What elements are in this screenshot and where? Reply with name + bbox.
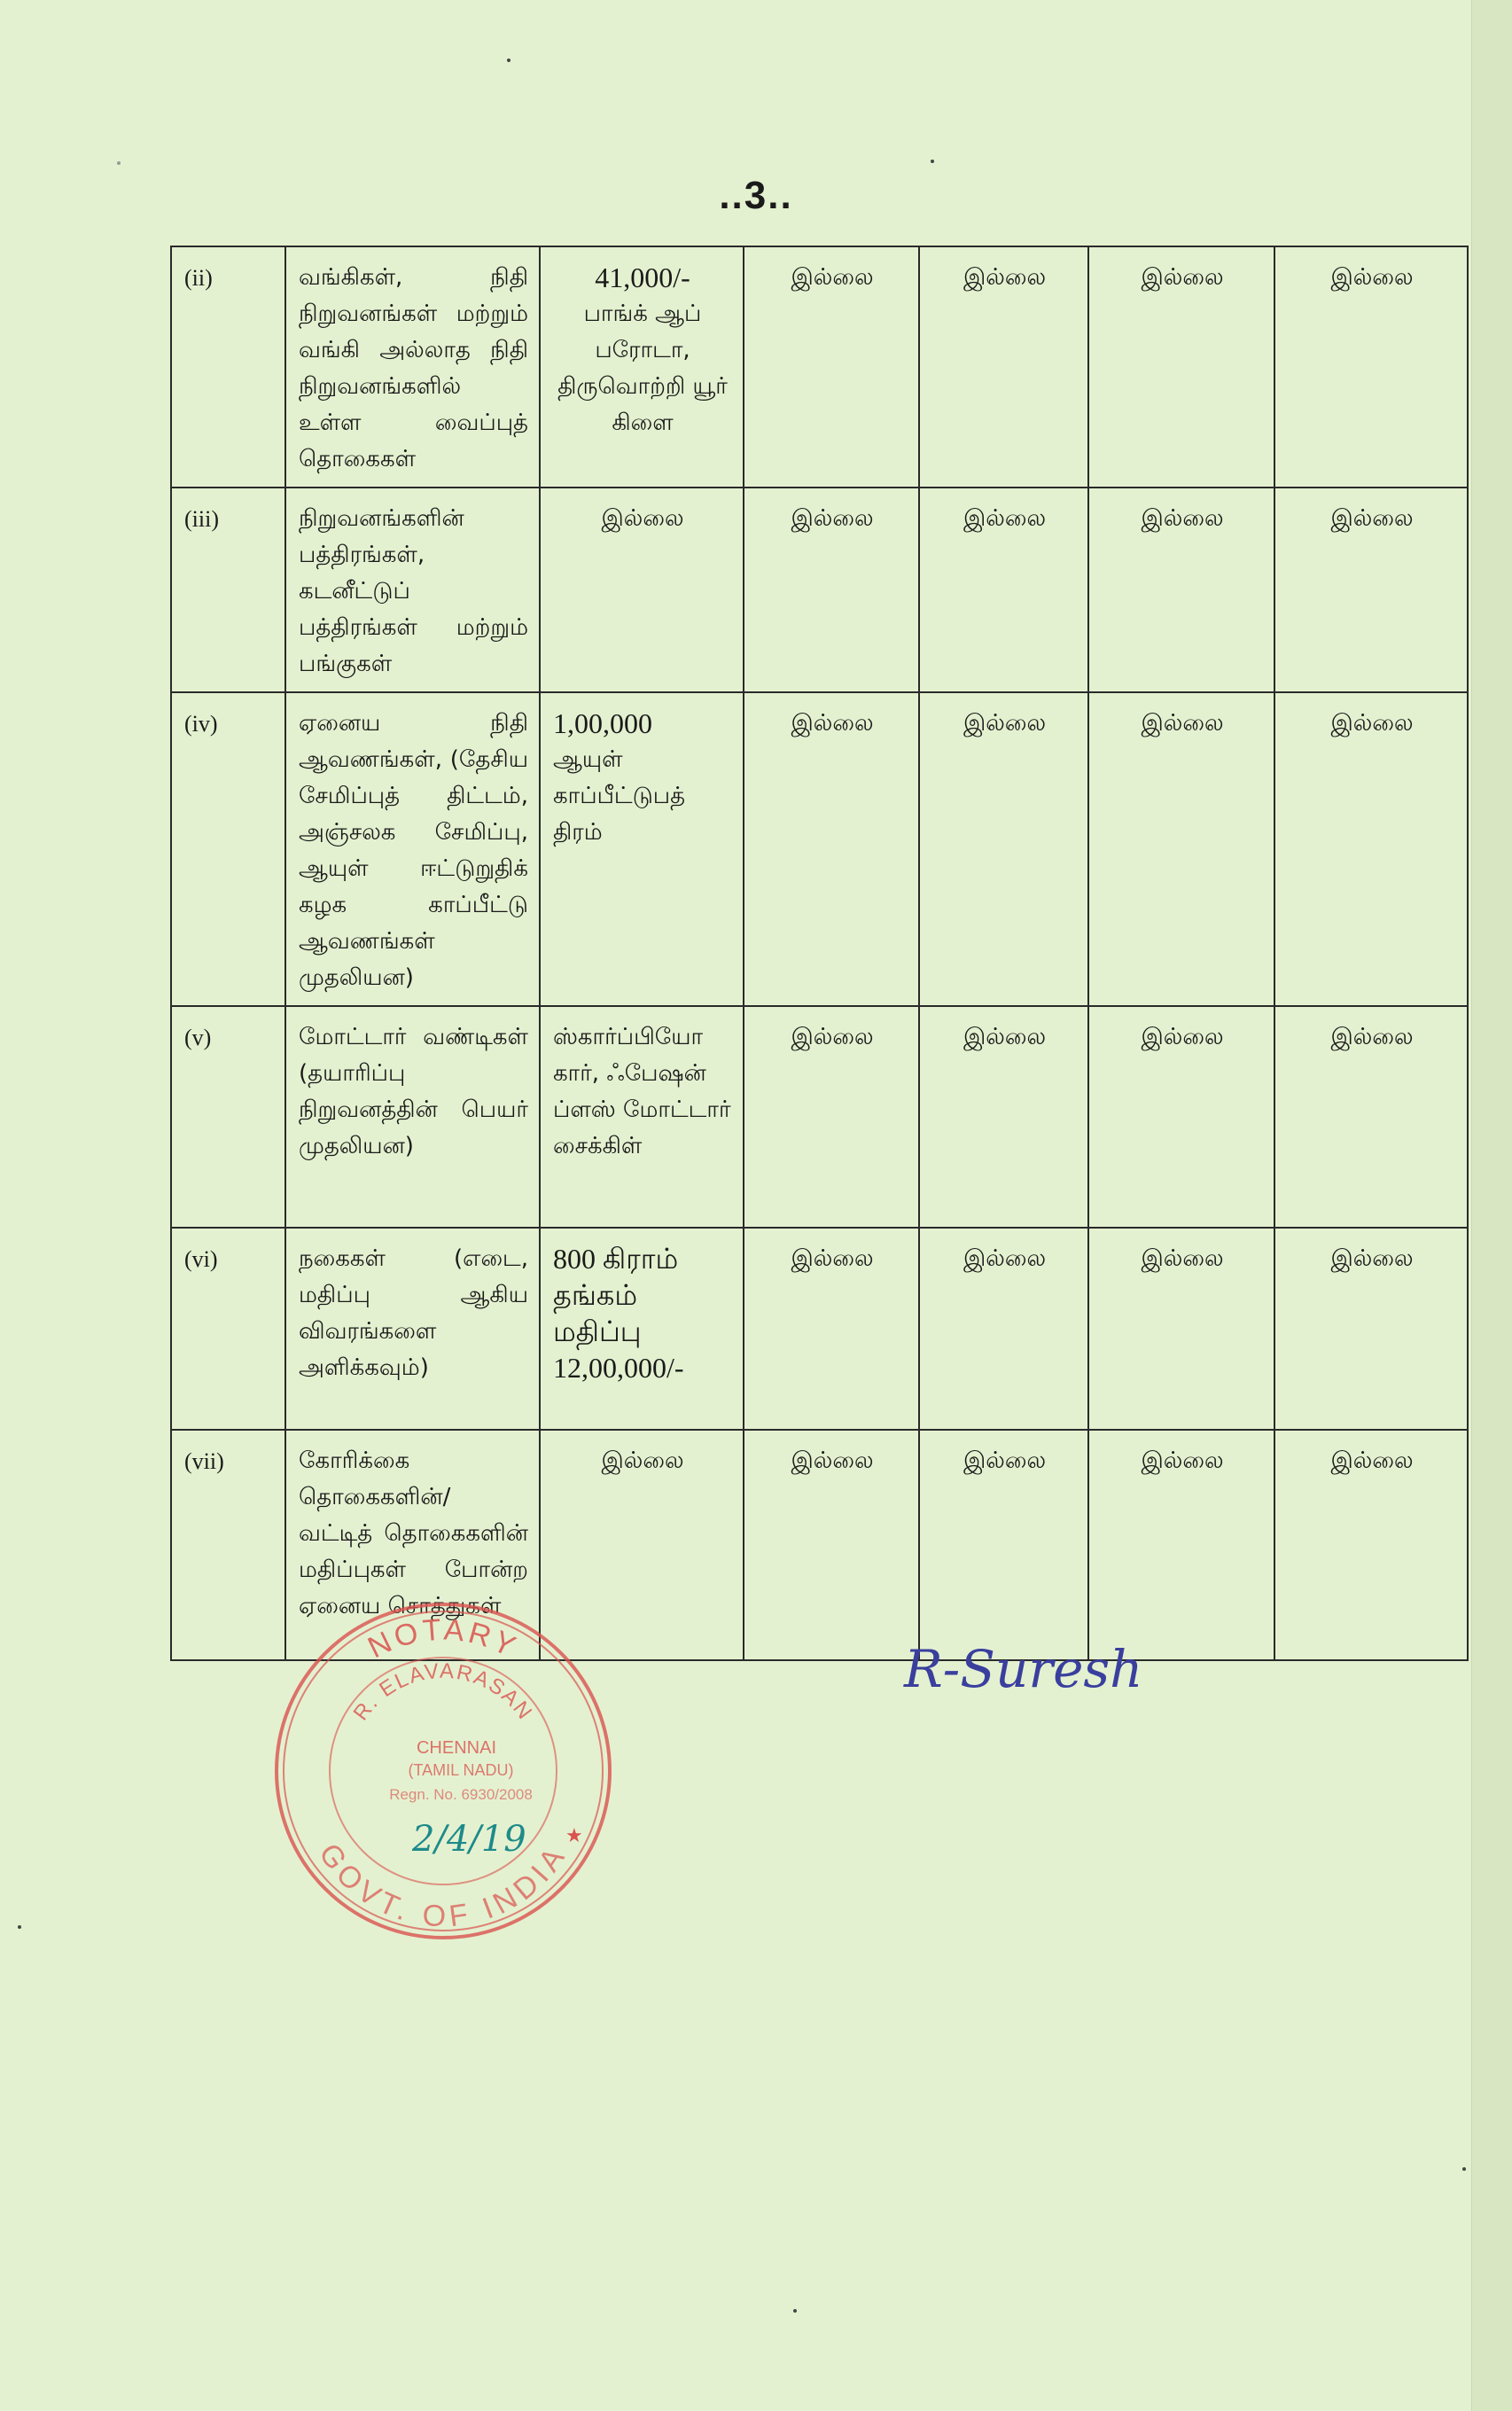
asset-description: கோரிக்கை தொகைகளின்/ வட்டித் தொகைகளின் மதிப்புகள் போன்ற ஏனைய சொத்துகள் — [285, 1430, 540, 1660]
asset-value-line: 41,000/- — [595, 261, 690, 293]
row-number: (vii) — [171, 1430, 285, 1660]
nil-cell: இல்லை — [1274, 488, 1468, 692]
row-number: (iv) — [171, 692, 285, 1006]
scan-speck — [931, 160, 934, 163]
nil-cell: இல்லை — [1274, 246, 1468, 488]
asset-description: நிறுவனங்களின் பத்திரங்கள், கடனீட்டுப் பத்திரங்கள் மற்றும் பங்குகள் — [285, 488, 540, 692]
nil-cell: இல்லை — [744, 1006, 919, 1228]
nil-cell: இல்லை — [919, 692, 1088, 1006]
asset-description: நகைகள் (எடை, மதிப்பு ஆகிய விவரங்களை அளிக்கவும்) — [285, 1228, 540, 1430]
assets-table-body — [171, 246, 1468, 1660]
asset-value-line: இல்லை — [601, 1447, 684, 1474]
asset-value-line: 800 கிராம் தங்கம் மதிப்பு — [553, 1243, 679, 1347]
stamp-notary-text: NOTARY — [362, 1612, 524, 1666]
nil-cell: இல்லை — [919, 1228, 1088, 1430]
scan-speck — [507, 59, 510, 62]
row-number: (vi) — [171, 1228, 285, 1430]
stamp-state-text: (TAMIL NADU) — [408, 1761, 514, 1779]
nil-cell: இல்லை — [1088, 1430, 1274, 1660]
stamp-handwritten-date: 2/4/19 — [412, 1819, 526, 1860]
nil-cell: இல்லை — [919, 246, 1088, 488]
nil-cell: இல்லை — [744, 488, 919, 692]
nil-cell: இல்லை — [1088, 1006, 1274, 1228]
asset-value — [540, 1228, 744, 1430]
scan-speck — [1462, 2167, 1466, 2171]
scan-speck — [18, 1925, 21, 1929]
notary-stamp — [266, 1594, 620, 1948]
stamp-city-text: CHENNAI — [416, 1738, 497, 1758]
row-number: (iii) — [171, 488, 285, 692]
asset-value — [540, 1006, 744, 1228]
nil-cell: இல்லை — [919, 1006, 1088, 1228]
nil-cell: இல்லை — [1088, 1228, 1274, 1430]
row-number: (ii) — [171, 246, 285, 488]
stamp-star-icon: ★ — [565, 1825, 583, 1847]
nil-cell: இல்லை — [1088, 692, 1274, 1006]
stamp-name-text: R. ELAVARASAN — [348, 1658, 538, 1726]
asset-value-line: ஆயுள் காப்பீட்டுபத் திரம் — [553, 746, 686, 846]
nil-cell: இல்லை — [1274, 1006, 1468, 1228]
asset-value-line: 1,00,000 — [553, 707, 652, 739]
table-row — [171, 1006, 1468, 1228]
table-row — [171, 246, 1468, 488]
nil-cell: இல்லை — [919, 1430, 1088, 1660]
table-row — [171, 692, 1468, 1006]
nil-cell: இல்லை — [919, 488, 1088, 692]
asset-value-line: பாங்க் ஆப் பரோடா, திருவொற்றி யூர் கிளை — [557, 300, 728, 436]
stamp-govt-text: GOVT. OF INDIA — [312, 1838, 574, 1934]
nil-cell: இல்லை — [744, 692, 919, 1006]
svg-text:R. ELAVARASAN — [349, 1659, 538, 1725]
nil-cell: இல்லை — [744, 1430, 919, 1660]
nil-cell: இல்லை — [744, 1228, 919, 1430]
page-edge — [1471, 0, 1512, 2411]
scan-speck — [117, 161, 121, 165]
page-number: ..3.. — [719, 174, 793, 217]
nil-cell: இல்லை — [1274, 1430, 1468, 1660]
table-row — [171, 488, 1468, 692]
nil-cell: இல்லை — [1088, 488, 1274, 692]
asset-value — [540, 246, 744, 488]
asset-description: மோட்டார் வண்டிகள் (தயாரிப்பு நிறுவனத்தின் பெயர் முதலியன) — [285, 1006, 540, 1228]
asset-value-line: இல்லை — [601, 505, 684, 532]
asset-description: வங்கிகள், நிதி நிறுவனங்கள் மற்றும் வங்கி அல்லாத நிதி நிறுவனங்களில் உள்ள வைப்புத் தொகைகள் — [285, 246, 540, 488]
signature-text: R-Suresh — [904, 1639, 1143, 1699]
stamp-regn-text: Regn. No. 6930/2008 — [389, 1786, 533, 1803]
scan-speck — [793, 2309, 797, 2313]
row-number: (v) — [171, 1006, 285, 1228]
assets-table — [170, 246, 1469, 1661]
signature — [895, 1609, 1161, 1715]
nil-cell: இல்லை — [1088, 246, 1274, 488]
nil-cell: இல்லை — [1274, 692, 1468, 1006]
asset-value — [540, 692, 744, 1006]
asset-value-line: 12,00,000/- — [553, 1352, 684, 1384]
nil-cell: இல்லை — [744, 246, 919, 488]
asset-description: ஏனைய நிதி ஆவணங்கள், (தேசிய சேமிப்புத் திட்டம், அஞ்சலக சேமிப்பு, ஆயுள் ஈட்டுறுதிக் கழக காப்பீட்டு ஆவணங்கள் முதலியன) — [285, 692, 540, 1006]
table-row — [171, 1228, 1468, 1430]
asset-value-line: ஸ்கார்ப்பியோ கார், ஃபேஷன் ப்ளஸ் மோட்டார் சைக்கிள் — [553, 1024, 731, 1159]
nil-cell: இல்லை — [1274, 1228, 1468, 1430]
asset-value — [540, 488, 744, 692]
